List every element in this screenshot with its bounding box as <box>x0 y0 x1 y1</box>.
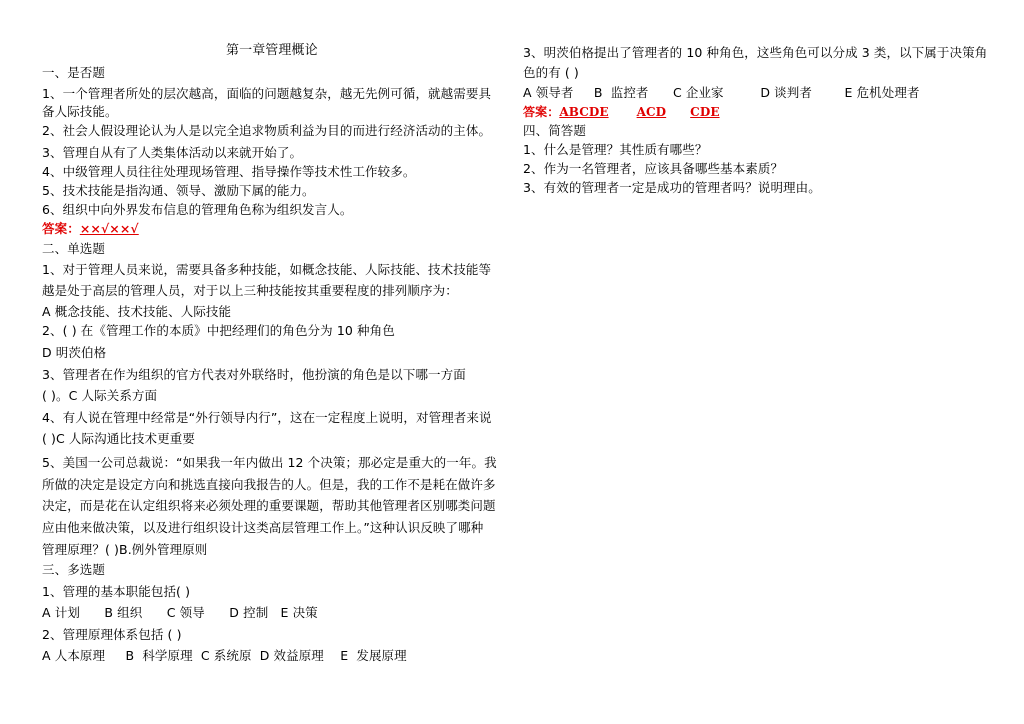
sc-question-2-answer: D 明茨伯格 <box>42 345 107 360</box>
section-heading-single-choice: 二、单选题 <box>42 241 106 256</box>
sc-question-3-line-2: ( )。C 人际关系方面 <box>42 388 158 403</box>
tf-question-5: 5、技术技能是指沟通、领导、激励下属的能力。 <box>42 183 315 198</box>
mc-question-1-options: A 计划 B 组织 C 领导 D 控制 E 决策 <box>42 605 318 620</box>
sc-question-2: 2、( ) 在《管理工作的本质》中把经理们的角色分为 10 种角色 <box>42 323 395 338</box>
answer-1: ABCDE <box>559 105 609 119</box>
sc-question-4-line-1: 4、有人说在管理中经常是“外行领导内行”，这在一定程度上说明，对管理者来说 <box>42 410 492 425</box>
sc-question-1-line-2: 越是处于高层的管理人员，对于以上三种技能按其重要程度的排列顺序为： <box>42 283 458 298</box>
chapter-title: 第一章管理概论 <box>226 43 318 58</box>
sc-question-5-line-3: 决定，而是花在认定组织将来必须处理的重要课题，帮助其他管理者区别哪类问题 <box>42 498 496 513</box>
mc-question-3-options: A 领导者 B 监控者 C 企业家 D 谈判者 E 危机处理者 <box>523 85 920 100</box>
sa-question-1: 1、什么是管理？其性质有哪些？ <box>523 142 708 157</box>
sa-question-3: 3、有效的管理者一定是成功的管理者吗？说明理由。 <box>523 180 821 195</box>
answer-value: ××√××√ <box>79 221 139 236</box>
sc-question-1-line-1: 1、对于管理人员来说，需要具备多种技能，如概念技能、人际技能、技术技能等 <box>42 262 492 277</box>
sc-question-5-line-2: 所做的决定是设定方向和挑选直接向我报告的人。但是，我的工作不是耗在做许多 <box>42 477 496 492</box>
sc-question-5-line-1: 5、美国一公司总裁说：“如果我一年内做出 12 个决策；那必定是重大的一年。我 <box>42 455 497 470</box>
tf-question-3: 3、管理自从有了人类集体活动以来就开始了。 <box>42 145 303 160</box>
sc-question-5-line-4: 应由他来做决策，以及进行组织设计这类高层管理工作上。”这种认识反映了哪种 <box>42 520 484 535</box>
mc-question-2-options: A 人本原理 B 科学原理 C 系统原 D 效益原理 E 发展原理 <box>42 648 407 663</box>
section-heading-short-answer: 四、简答题 <box>523 123 587 138</box>
mc-question-1: 1、管理的基本职能包括( ) <box>42 584 191 599</box>
answer-3: CDE <box>690 105 720 119</box>
tf-question-6: 6、组织中向外界发布信息的管理角色称为组织发言人。 <box>42 202 353 217</box>
answer-label: 答案： <box>42 221 80 236</box>
section-heading-multiple-choice: 三、多选题 <box>42 562 106 577</box>
answer-2: ACD <box>636 105 667 119</box>
mc-question-3-line-2: 色的有 ( ) <box>523 65 579 80</box>
tf-answer <box>42 221 139 237</box>
section-heading-true-false: 一、是否题 <box>42 65 106 80</box>
mc-answer <box>523 104 720 120</box>
sc-question-1-answer: A 概念技能、技术技能、人际技能 <box>42 304 232 319</box>
mc-question-2: 2、管理原理体系包括 ( ) <box>42 627 182 642</box>
sc-question-4-line-2: ( )C 人际沟通比技术更重要 <box>42 431 195 446</box>
sa-question-2: 2、作为一名管理者，应该具备哪些基本素质？ <box>523 161 784 176</box>
sc-question-3-line-1: 3、管理者在作为组织的官方代表对外联络时，他扮演的角色是以下哪一方面 <box>42 367 466 382</box>
tf-question-2: 2、社会人假设理论认为人是以完全追求物质利益为目的而进行经济活动的主体。 <box>42 123 492 138</box>
answer-label: 答案： <box>523 105 560 119</box>
tf-question-1-line-1: 1、一个管理者所处的层次越高，面临的问题越复杂，越无先例可循，就越需要具 <box>42 86 492 101</box>
tf-question-1-line-2: 备人际技能。 <box>42 104 118 119</box>
sc-question-5-line-5: 管理原理？( )B.例外管理原则 <box>42 542 208 557</box>
tf-question-4: 4、中级管理人员往往处理现场管理、指导操作等技术性工作较多。 <box>42 164 416 179</box>
mc-question-3-line-1: 3、明茨伯格提出了管理者的 10 种角色，这些角色可以分成 3 类，以下属于决策角 <box>523 45 988 60</box>
